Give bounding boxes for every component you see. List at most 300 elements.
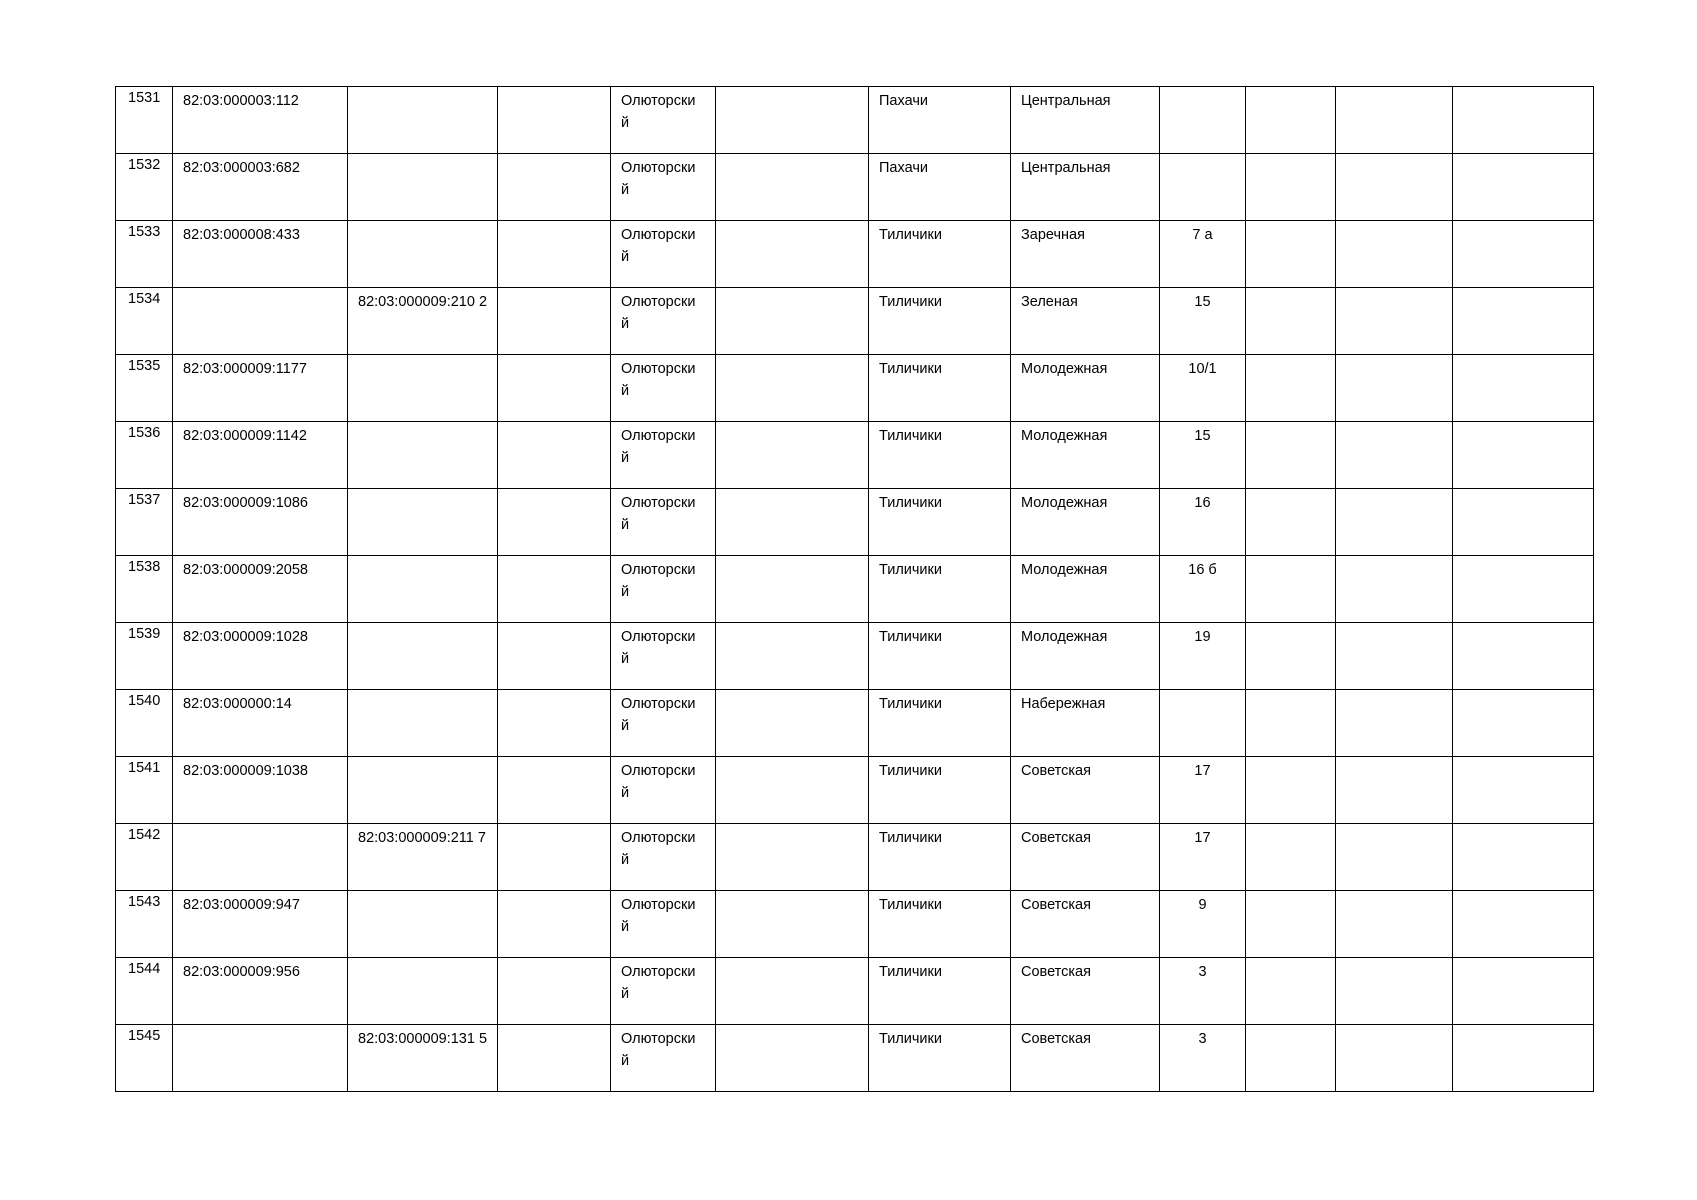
row-number-cell [116,690,173,757]
street-cell [1011,288,1160,355]
building-cadastral-number-cell-text [348,556,497,559]
empty-cell-text [1453,1025,1593,1028]
row-number-cell [116,891,173,958]
empty-cell [1453,690,1594,757]
house-number-cell-text [1160,87,1245,90]
row-number-cell-text: 1532 [128,157,161,173]
district-cell [611,958,716,1025]
empty-cell [1453,757,1594,824]
empty-cell [498,891,611,958]
street-cell [1011,556,1160,623]
house-number-cell-text: 19 [1194,629,1211,645]
empty-cell-text [716,355,868,358]
empty-cell-text [1453,824,1593,827]
cadastral-number-cell [173,958,348,1025]
street-cell-text: Молодежная [1021,361,1108,377]
empty-cell-text [498,690,610,693]
district-cell [611,422,716,489]
building-cadastral-number-cell [348,489,498,556]
settlement-cell-text: Тиличики [879,227,942,243]
table-row [116,355,1594,422]
empty-cell-text [1246,489,1335,492]
empty-cell-text [1453,891,1593,894]
empty-cell [1336,690,1453,757]
empty-cell [498,355,611,422]
empty-cell [1336,87,1453,154]
cadastral-number-cell [173,690,348,757]
empty-cell-text [1336,891,1452,894]
building-cadastral-number-cell-text [348,958,497,961]
empty-cell-text [1246,757,1335,760]
house-number-cell [1160,556,1246,623]
empty-cell-text [1246,1025,1335,1028]
settlement-cell [869,288,1011,355]
empty-cell [1336,623,1453,690]
empty-cell-text [716,958,868,961]
empty-cell-text [498,489,610,492]
district-cell [611,1025,716,1092]
building-cadastral-number-cell-text [348,623,497,626]
house-number-cell-text: 17 [1194,763,1211,779]
district-cell-text: Олюторски й [621,1031,696,1069]
settlement-cell [869,87,1011,154]
building-cadastral-number-cell-text [348,489,497,492]
street-cell [1011,824,1160,891]
empty-cell [716,891,869,958]
building-cadastral-number-cell-text: 82:03:000009:211 7 [358,830,486,846]
table-row [116,1025,1594,1092]
building-cadastral-number-cell-text [348,221,497,224]
empty-cell [1453,556,1594,623]
cadastral-number-cell [173,221,348,288]
empty-cell [1453,87,1594,154]
empty-cell-text [1453,623,1593,626]
empty-cell-text [1453,757,1593,760]
house-number-cell [1160,154,1246,221]
empty-cell [1246,154,1336,221]
row-number-cell [116,87,173,154]
house-number-cell-text: 16 [1194,495,1211,511]
empty-cell-text [498,355,610,358]
district-cell-text: Олюторски й [621,964,696,1002]
cadastral-number-cell-text: 82:03:000000:14 [183,696,292,712]
street-cell-text: Советская [1021,1031,1091,1047]
house-number-cell-text: 9 [1198,897,1207,913]
house-number-cell [1160,757,1246,824]
empty-cell-text [498,623,610,626]
building-cadastral-number-cell-text [348,757,497,760]
table-row [116,891,1594,958]
row-number-cell [116,489,173,556]
table-row [116,757,1594,824]
empty-cell [1246,221,1336,288]
empty-cell [1336,891,1453,958]
table-row [116,489,1594,556]
cadastral-number-cell [173,1025,348,1092]
building-cadastral-number-cell-text [348,690,497,693]
street-cell [1011,221,1160,288]
street-cell [1011,489,1160,556]
empty-cell [498,422,611,489]
street-cell [1011,690,1160,757]
street-cell [1011,623,1160,690]
district-cell [611,87,716,154]
empty-cell-text [1246,824,1335,827]
empty-cell [1336,556,1453,623]
table-body [116,87,1594,1092]
empty-cell-text [716,891,868,894]
empty-cell-text [1453,221,1593,224]
empty-cell [1246,757,1336,824]
empty-cell [716,623,869,690]
house-number-cell [1160,690,1246,757]
district-cell [611,355,716,422]
empty-cell [716,355,869,422]
district-cell [611,489,716,556]
district-cell-text: Олюторски й [621,93,696,131]
row-number-cell-text: 1537 [128,492,161,508]
street-cell [1011,891,1160,958]
street-cell [1011,355,1160,422]
empty-cell [1336,154,1453,221]
street-cell [1011,757,1160,824]
row-number-cell [116,154,173,221]
settlement-cell-text: Тиличики [879,897,942,913]
empty-cell [1453,489,1594,556]
empty-cell [1246,824,1336,891]
empty-cell-text [498,556,610,559]
building-cadastral-number-cell [348,958,498,1025]
empty-cell-text [1453,154,1593,157]
empty-cell [1246,1025,1336,1092]
empty-cell [1246,355,1336,422]
row-number-cell-text: 1544 [128,961,161,977]
house-number-cell [1160,824,1246,891]
row-number-cell-text: 1535 [128,358,161,374]
empty-cell-text [716,623,868,626]
empty-cell [716,221,869,288]
street-cell [1011,422,1160,489]
empty-cell [1453,288,1594,355]
settlement-cell-text: Тиличики [879,562,942,578]
row-number-cell [116,623,173,690]
empty-cell [498,1025,611,1092]
building-cadastral-number-cell [348,154,498,221]
cadastral-number-cell [173,824,348,891]
house-number-cell-text: 15 [1194,428,1211,444]
empty-cell-text [1246,891,1335,894]
empty-cell [1453,355,1594,422]
empty-cell [1246,87,1336,154]
house-number-cell [1160,891,1246,958]
row-number-cell [116,958,173,1025]
empty-cell-text [716,757,868,760]
empty-cell-text [1453,422,1593,425]
street-cell-text: Центральная [1021,93,1111,109]
table-row [116,221,1594,288]
empty-cell-text [1336,757,1452,760]
empty-cell-text [716,489,868,492]
empty-cell [1453,623,1594,690]
empty-cell [1246,891,1336,958]
empty-cell [498,221,611,288]
building-cadastral-number-cell [348,623,498,690]
empty-cell [1246,422,1336,489]
empty-cell-text [1246,355,1335,358]
empty-cell-text [716,556,868,559]
district-cell-text: Олюторски й [621,361,696,399]
district-cell [611,288,716,355]
settlement-cell [869,422,1011,489]
empty-cell [716,757,869,824]
cadastral-number-cell-text: 82:03:000009:1086 [183,495,308,511]
settlement-cell [869,1025,1011,1092]
empty-cell [1246,623,1336,690]
row-number-cell-text: 1539 [128,626,161,642]
empty-cell [498,154,611,221]
house-number-cell-text: 3 [1198,964,1207,980]
table-row [116,154,1594,221]
cadastral-number-cell [173,623,348,690]
empty-cell-text [498,422,610,425]
empty-cell-text [1246,556,1335,559]
building-cadastral-number-cell-text [348,355,497,358]
empty-cell [716,824,869,891]
street-cell-text: Набережная [1021,696,1106,712]
settlement-cell-text: Тиличики [879,696,942,712]
empty-cell [1246,958,1336,1025]
empty-cell [1336,288,1453,355]
building-cadastral-number-cell [348,355,498,422]
house-number-cell [1160,489,1246,556]
empty-cell-text [498,891,610,894]
empty-cell-text [1336,288,1452,291]
district-cell [611,690,716,757]
empty-cell-text [1336,623,1452,626]
empty-cell-text [1336,221,1452,224]
empty-cell [1453,891,1594,958]
empty-cell-text [498,288,610,291]
district-cell-text: Олюторски й [621,830,696,868]
cadastral-number-cell-text: 82:03:000003:112 [183,93,299,109]
row-number-cell-text: 1545 [128,1028,161,1044]
empty-cell [1246,288,1336,355]
district-cell-text: Олюторски й [621,629,696,667]
settlement-cell [869,757,1011,824]
cadastral-number-cell-text: 82:03:000009:2058 [183,562,308,578]
district-cell-text: Олюторски й [621,495,696,533]
empty-cell [1453,221,1594,288]
street-cell [1011,1025,1160,1092]
empty-cell-text [498,958,610,961]
cadastral-number-cell [173,556,348,623]
empty-cell-text [716,154,868,157]
cadastral-number-cell-text: 82:03:000009:1038 [183,763,308,779]
empty-cell-text [498,87,610,90]
table-row [116,422,1594,489]
empty-cell [1336,824,1453,891]
empty-cell [498,958,611,1025]
cadastral-number-cell-text: 82:03:000008:433 [183,227,300,243]
empty-cell-text [1246,422,1335,425]
street-cell [1011,154,1160,221]
district-cell [611,221,716,288]
house-number-cell-text: 3 [1198,1031,1207,1047]
row-number-cell [116,288,173,355]
empty-cell [498,824,611,891]
empty-cell [1453,422,1594,489]
house-number-cell [1160,422,1246,489]
settlement-cell [869,824,1011,891]
building-cadastral-number-cell-text [348,87,497,90]
cadastral-number-cell [173,87,348,154]
street-cell [1011,87,1160,154]
table-row [116,87,1594,154]
district-cell [611,154,716,221]
district-cell [611,623,716,690]
street-cell-text: Советская [1021,763,1091,779]
row-number-cell-text: 1531 [128,90,161,106]
settlement-cell [869,221,1011,288]
cadastral-number-cell [173,288,348,355]
house-number-cell-text [1160,154,1245,157]
cadastral-number-cell-text: 82:03:000009:947 [183,897,300,913]
cadastral-number-cell [173,355,348,422]
street-cell-text: Заречная [1021,227,1085,243]
district-cell-text: Олюторски й [621,897,696,935]
empty-cell-text [716,87,868,90]
building-cadastral-number-cell [348,288,498,355]
house-number-cell [1160,355,1246,422]
cadastral-number-cell-text: 82:03:000003:682 [183,160,300,176]
cadastral-number-cell-text: 82:03:000009:1177 [183,361,307,377]
settlement-cell-text: Тиличики [879,294,942,310]
cadastral-number-cell-text [173,824,347,827]
building-cadastral-number-cell-text [348,891,497,894]
table-row [116,958,1594,1025]
street-cell-text: Центральная [1021,160,1111,176]
empty-cell [716,154,869,221]
district-cell [611,824,716,891]
cadastral-number-cell-text: 82:03:000009:1028 [183,629,308,645]
building-cadastral-number-cell [348,690,498,757]
empty-cell [1246,489,1336,556]
building-cadastral-number-cell [348,824,498,891]
empty-cell-text [1336,958,1452,961]
property-registry-table [115,86,1594,1092]
empty-cell-text [716,288,868,291]
row-number-cell [116,556,173,623]
cadastral-number-cell [173,154,348,221]
empty-cell-text [1336,824,1452,827]
empty-cell [1336,757,1453,824]
house-number-cell-text: 16 б [1188,562,1217,578]
empty-cell [498,288,611,355]
empty-cell [1246,690,1336,757]
table-row [116,288,1594,355]
building-cadastral-number-cell-text [348,422,497,425]
settlement-cell-text: Тиличики [879,964,942,980]
empty-cell [716,690,869,757]
building-cadastral-number-cell-text: 82:03:000009:210 2 [358,294,488,310]
empty-cell-text [1246,690,1335,693]
cadastral-number-cell-text: 82:03:000009:1142 [183,428,307,444]
empty-cell-text [1453,958,1593,961]
street-cell-text: Молодежная [1021,629,1108,645]
empty-cell-text [716,1025,868,1028]
settlement-cell-text: Тиличики [879,495,942,511]
street-cell-text: Советская [1021,830,1091,846]
settlement-cell [869,690,1011,757]
empty-cell [498,87,611,154]
house-number-cell-text [1160,690,1245,693]
street-cell-text: Зеленая [1021,294,1078,310]
row-number-cell-text: 1536 [128,425,161,441]
district-cell-text: Олюторски й [621,294,696,332]
empty-cell-text [1336,489,1452,492]
empty-cell-text [1336,422,1452,425]
cadastral-number-cell [173,422,348,489]
table-row [116,824,1594,891]
settlement-cell [869,623,1011,690]
settlement-cell-text: Тиличики [879,361,942,377]
empty-cell-text [498,1025,610,1028]
district-cell-text: Олюторски й [621,696,696,734]
settlement-cell [869,891,1011,958]
district-cell-text: Олюторски й [621,160,696,198]
row-number-cell-text: 1534 [128,291,161,307]
cadastral-number-cell [173,757,348,824]
empty-cell-text [1246,288,1335,291]
house-number-cell-text: 17 [1194,830,1211,846]
empty-cell-text [498,154,610,157]
cadastral-number-cell-text [173,288,347,291]
empty-cell-text [1336,556,1452,559]
empty-cell [1453,824,1594,891]
empty-cell [498,623,611,690]
empty-cell-text [1336,1025,1452,1028]
empty-cell-text [1336,87,1452,90]
empty-cell-text [1246,623,1335,626]
cadastral-number-cell-text [173,1025,347,1028]
empty-cell [716,87,869,154]
empty-cell [1453,1025,1594,1092]
house-number-cell [1160,288,1246,355]
cadastral-number-cell [173,489,348,556]
building-cadastral-number-cell [348,757,498,824]
empty-cell-text [1246,958,1335,961]
empty-cell [498,556,611,623]
building-cadastral-number-cell [348,1025,498,1092]
house-number-cell [1160,1025,1246,1092]
district-cell-text: Олюторски й [621,428,696,466]
house-number-cell [1160,623,1246,690]
street-cell-text: Молодежная [1021,428,1108,444]
empty-cell [716,288,869,355]
empty-cell-text [1453,355,1593,358]
empty-cell-text [498,221,610,224]
settlement-cell-text: Тиличики [879,629,942,645]
row-number-cell-text: 1538 [128,559,161,575]
row-number-cell-text: 1542 [128,827,161,843]
empty-cell [716,958,869,1025]
empty-cell [498,489,611,556]
empty-cell-text [1336,154,1452,157]
building-cadastral-number-cell [348,87,498,154]
empty-cell-text [1336,355,1452,358]
settlement-cell-text: Тиличики [879,428,942,444]
building-cadastral-number-cell-text [348,154,497,157]
